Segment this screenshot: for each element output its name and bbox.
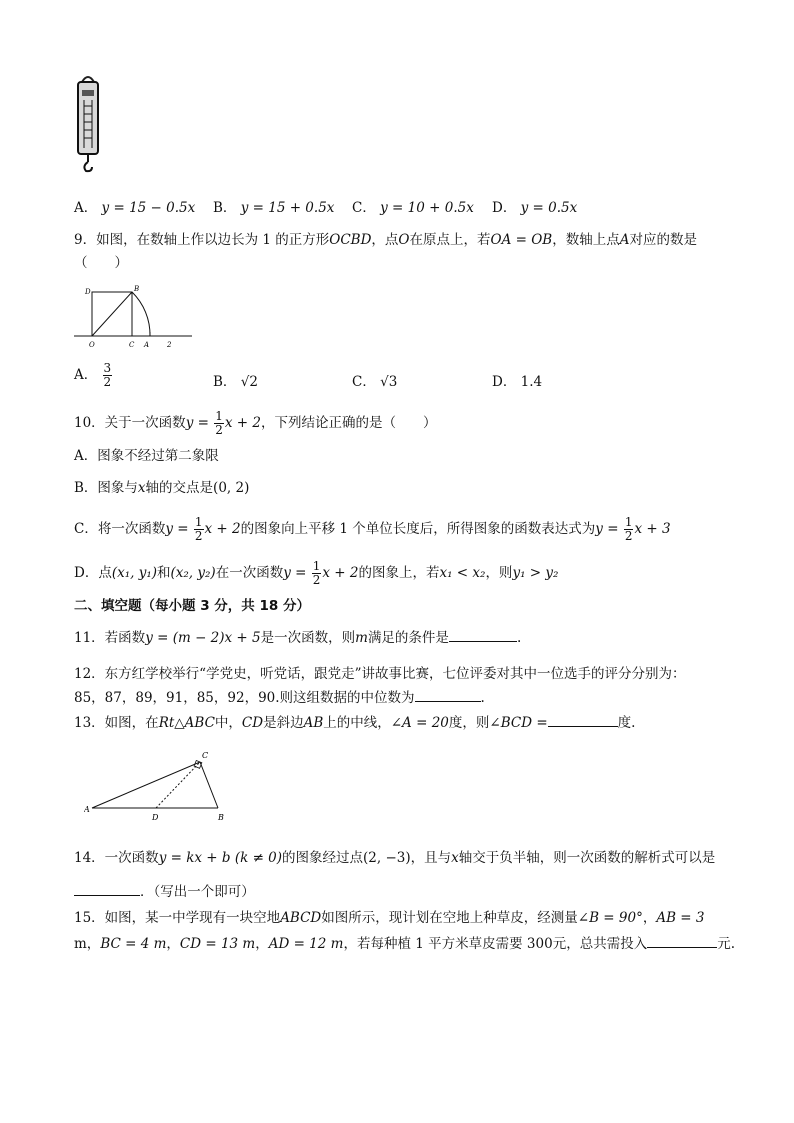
q13: 13．如图，在Rt△ABC中，CD是斜边AB上的中线，∠A = 20度，则∠BCD = 度.	[74, 715, 636, 731]
q9-paren: （ ）	[74, 255, 128, 271]
q9-stem: 9．如图，在数轴上作以边长为 1 的正方形OCBD，点O在原点上，若OA = OB，数轴上点A对应的数是	[74, 232, 697, 248]
label-a: A	[144, 341, 150, 349]
q12-line2: 85，87，89，91，85，92，90.则这组数据的中位数为 .	[74, 690, 485, 706]
q13-triangle-figure	[84, 748, 246, 824]
q14-line2: ．（写出一个即可）	[74, 882, 255, 902]
q8-option-d: D． y = 0.5x	[492, 200, 578, 216]
q9-option-c: C． √3	[352, 374, 398, 390]
q9-option-a: A． $\frac{3}{2}$	[74, 361, 112, 389]
q11: 11．若函数y = (m − 2)x + 5是一次函数，则m满足的条件是 .	[74, 630, 522, 646]
q15-line2: m，BC = 4 m，CD = 13 m，AD = 12 m，若每种植 1 平方米草皮需要 300元，总共需投入 元.	[74, 936, 735, 952]
q12-line1: 12．东方红学校举行“学党史，听党话，跟党走”讲故事比赛，七位评委对其中一位选手的评分分别为：	[74, 666, 686, 682]
section-2-title: 二、填空题（每小题 3 分，共 18 分）	[74, 598, 310, 614]
spring-scale-figure	[70, 72, 106, 174]
q14-answer-blank[interactable]	[74, 882, 140, 896]
q11-answer-blank[interactable]	[449, 628, 517, 642]
q8-option-b: B． y = 15 + 0.5x	[213, 200, 335, 216]
q10-option-c: C．将一次函数y = $\frac{1}{2}$ x + 2的图象向上平移 1 个单位长度后，所得图象的函数表达式为y = $\frac{1}{2}$ x + 3	[74, 515, 671, 543]
label-c: C	[202, 751, 209, 760]
q12-answer-blank[interactable]	[415, 688, 481, 702]
q10-option-d: D．点(x₁, y₁)和(x₂, y₂)在一次函数y = $\frac{1}{2}$ x + 2的图象上，若x₁ < x₂，则y₁ > y₂	[74, 559, 559, 587]
q10-stem: 10．关于一次函数y = $\frac{1}{2}$ x + 2，下列结论正确的是（ ）	[74, 409, 437, 437]
label-b: B	[134, 285, 140, 293]
label-b: B	[218, 813, 224, 822]
q9-option-b: B． √2	[213, 374, 258, 390]
q8-option-c: C． y = 10 + 0.5x	[352, 200, 474, 216]
q15-answer-blank[interactable]	[647, 934, 717, 948]
q9-figure	[74, 282, 196, 350]
label-d: D	[152, 813, 159, 822]
label-2: 2	[167, 341, 172, 349]
q13-answer-blank[interactable]	[548, 713, 618, 727]
q9-option-d: D． 1.4	[492, 374, 543, 390]
q8-option-a: A． y = 15 − 0.5x	[74, 200, 196, 216]
q15-line1: 15．如图，某一中学现有一块空地ABCD如图所示，现计划在空地上种草皮，经测量∠B = 90°，AB = 3	[74, 910, 705, 926]
q10-option-a: A．图象不经过第二象限	[74, 448, 219, 464]
q14-line1: 14．一次函数y = kx + b (k ≠ 0)的图象经过点(2, −3)，且与x轴交于负半轴，则一次函数的解析式可以是	[74, 850, 716, 866]
label-o: O	[89, 341, 95, 349]
label-a: A	[84, 805, 90, 814]
label-d: D	[85, 288, 91, 296]
q10-option-b: B．图象与x轴的交点是(0, 2)	[74, 480, 250, 496]
label-c: C	[129, 341, 135, 349]
